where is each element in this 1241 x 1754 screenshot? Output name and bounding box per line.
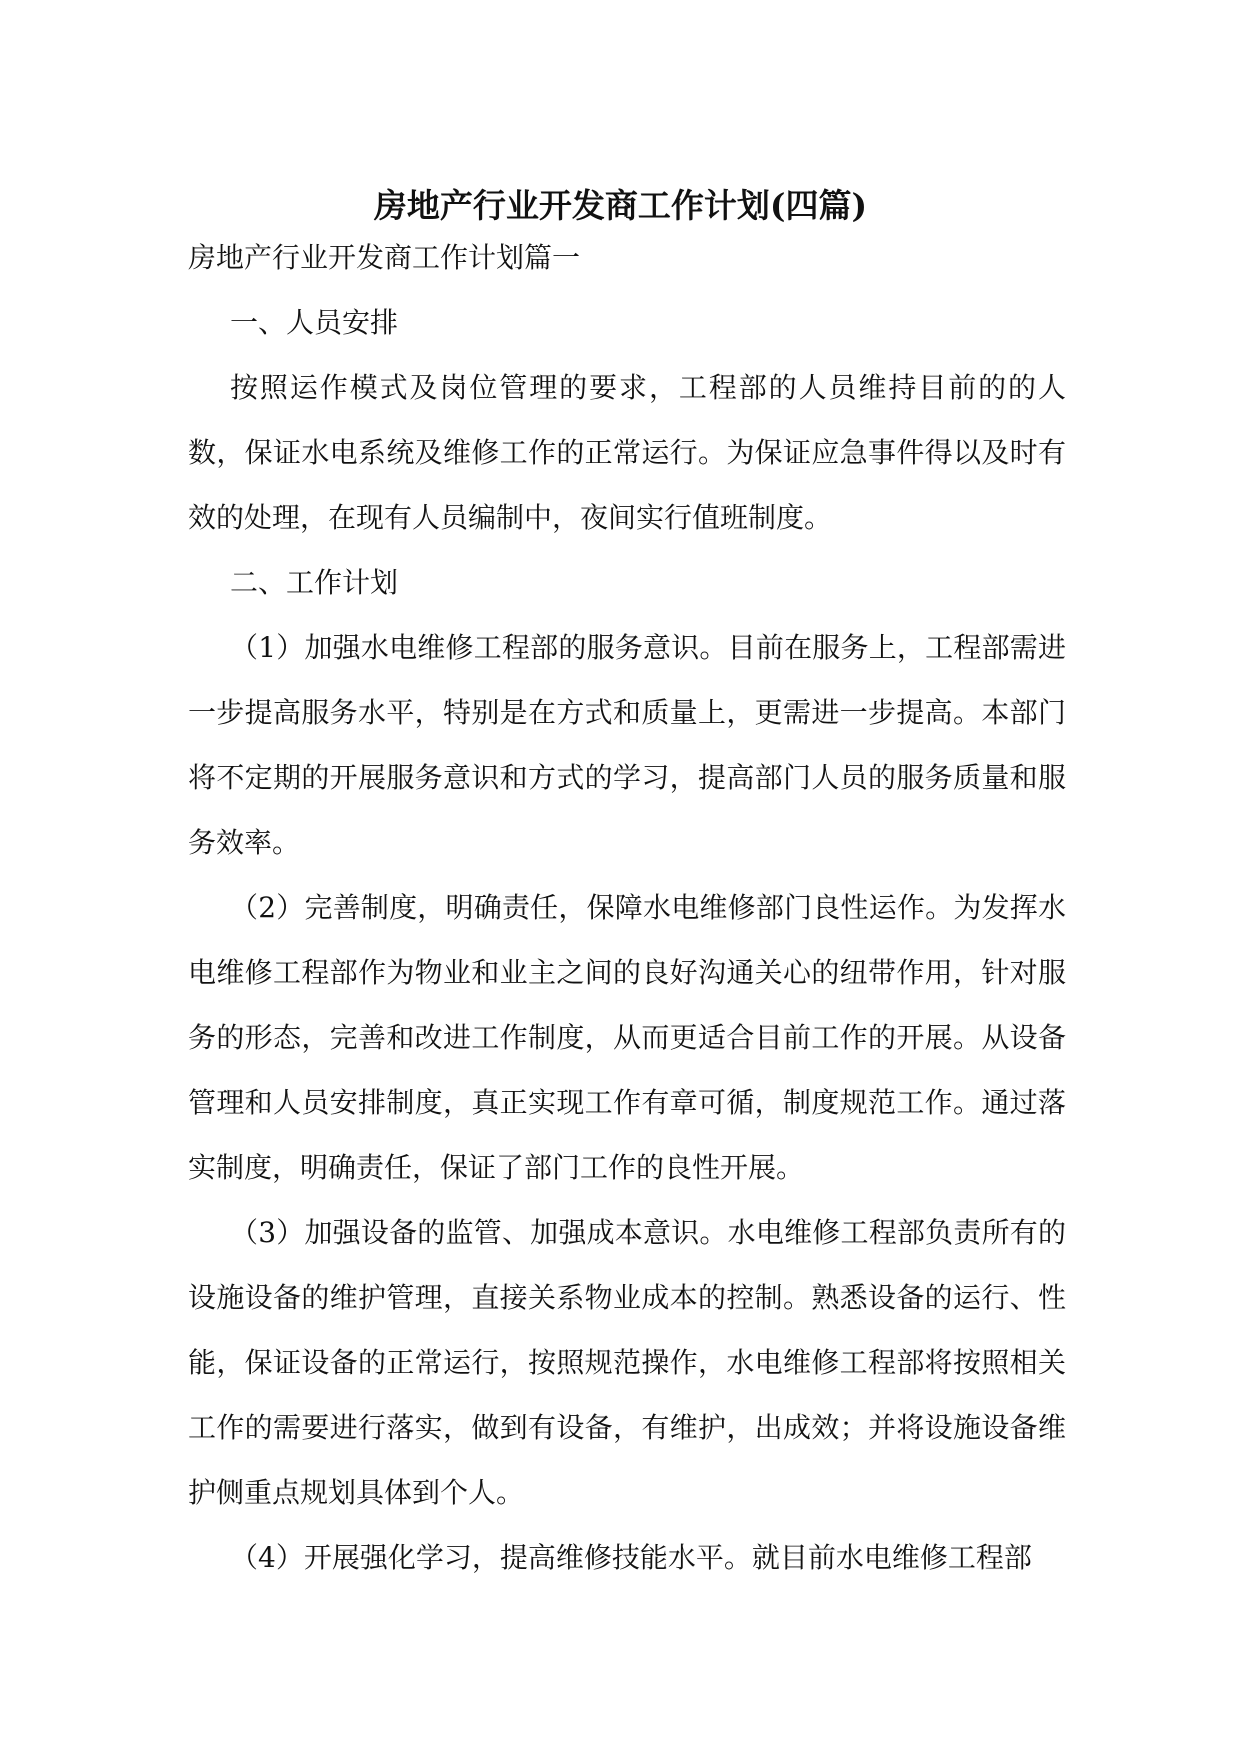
document-subtitle: 房地产行业开发商工作计划篇一	[188, 241, 581, 274]
section-heading-staffing: 一、人员安排	[230, 306, 399, 339]
paragraph-item-4: （4）开展强化学习，提高维修技能水平。就目前水电维修工程部	[230, 1541, 1032, 1574]
paragraph-item-2: （2）完善制度，明确责任，保障水电维修部门良性运作。为发挥水电维修工程部作为物业和业主之间的良好沟通关心的纽带作用，针对服务的形态，完善和改进工作制度，从而更适合目前工作的开展。从设备管理和人员安排制度，真正实现工作有章可循，制度规范工作。通过落实制度，明确责任，保证了部门工作的良性开展。	[188, 891, 1066, 1184]
document-body	[188, 225, 1066, 1590]
paragraph-staffing: 按照运作模式及岗位管理的要求，工程部的人员维持目前的的人数，保证水电系统及维修工作的正常运行。为保证应急事件得以及时有效的处理，在现有人员编制中，夜间实行值班制度。	[188, 371, 1066, 534]
document-title: 房地产行业开发商工作计划(四篇)	[373, 186, 868, 226]
paragraph-item-3: （3）加强设备的监管、加强成本意识。水电维修工程部负责所有的设施设备的维护管理，直接关系物业成本的控制。熟悉设备的运行、性能，保证设备的正常运行，按照规范操作，水电维修工程部将按照相关工作的需要进行落实，做到有设备，有维护，出成效；并将设施设备维护侧重点规划具体到个人。	[188, 1216, 1066, 1509]
paragraph-item-1: （1）加强水电维修工程部的服务意识。目前在服务上，工程部需进一步提高服务水平，特别是在方式和质量上，更需进一步提高。本部门将不定期的开展服务意识和方式的学习，提高部门人员的服务质量和服务效率。	[188, 631, 1066, 859]
section-heading-work-plan: 二、工作计划	[230, 566, 399, 599]
